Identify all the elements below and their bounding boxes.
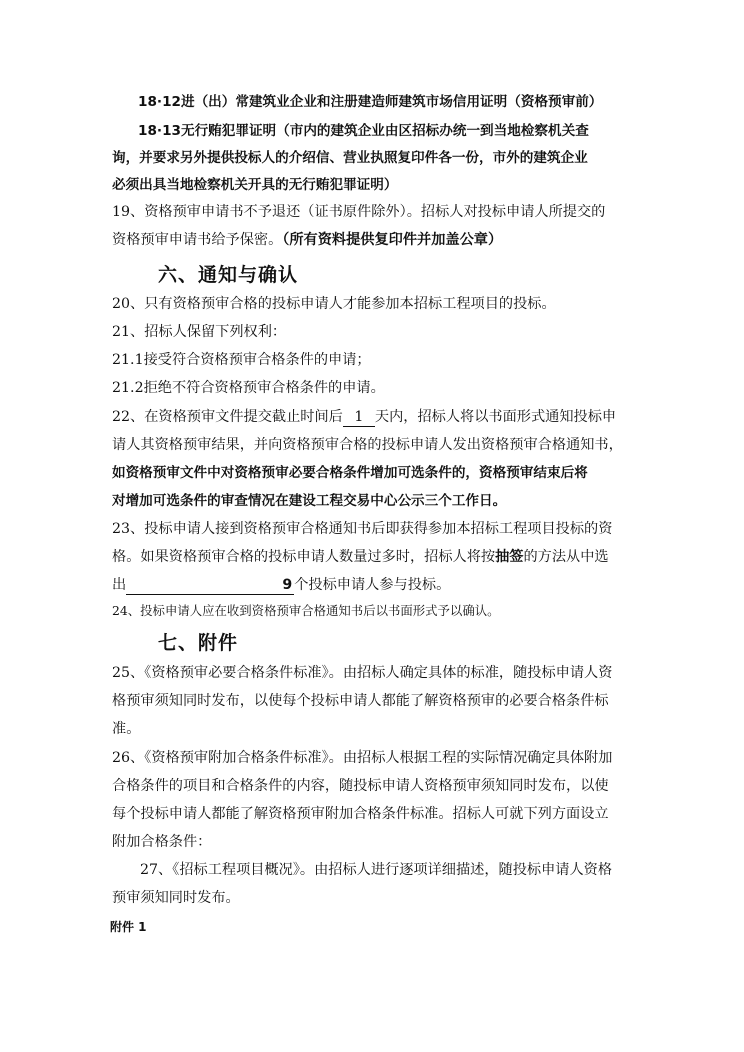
heading-attachments: 七、附件: [158, 632, 239, 654]
paragraph-19-bold-note: （所有资料提供复印件并加盖公章）: [282, 232, 503, 248]
paragraph-21-1: 21.1接受符合资格预审合格条件的申请；: [112, 352, 371, 368]
paragraph-22-line-2: 请人其资格预审结果，并向资格预审合格的投标申请人发出资格预审合格通知书，: [112, 437, 623, 453]
paragraph-25-line-1: 25、《资格预审必要合格条件标准》。由招标人确定具体的标准，随投标申请人资: [112, 665, 613, 681]
paragraph-27-line-1: 27、《招标工程项目概况》。由招标人进行逐项详细描述，随投标申请人资格: [140, 862, 613, 878]
paragraph-23-line-2: [112, 547, 609, 567]
paragraph-21: 21、招标人保留下列权利：: [112, 324, 287, 340]
paragraph-22-line-1: [112, 407, 616, 427]
paragraph-25-line-2: 格预审须知同时发布，以使每个投标申请人都能了解资格预审的必要合格条件标: [112, 693, 609, 709]
paragraph-26-line-2: 合格条件的项目和合格条件的内容，随投标申请人资格预审须知同时发布，以使: [112, 778, 609, 794]
paragraph-22-post: 天内，招标人将以书面形式通知投标申: [374, 409, 617, 425]
lottery-term: 抽签: [495, 549, 524, 565]
paragraph-26-line-4: 附加合格条件：: [112, 834, 212, 850]
paragraph-23-line-3-pre: 出: [112, 577, 127, 593]
paragraph-23-line-1: 23、投标申请人接到资格预审合格通知书后即获得参加本招标工程项目投标的资: [112, 521, 613, 537]
paragraph-20: 20、只有资格预审合格的投标申请人才能参加本招标工程项目的投标。: [112, 296, 556, 312]
paragraph-18-12: 18·12进（出）常建筑业企业和注册建造师建筑市场信用证明（资格预审前）: [138, 94, 603, 110]
paragraph-22-line-4: 对增加可选条件的审查情况在建设工程交易中心公示三个工作日。: [112, 493, 507, 509]
paragraph-21-2: 21.2拒绝不符合资格预审合格条件的申请。: [112, 380, 385, 396]
paragraph-22-line-3: 如资格预审文件中对资格预审必要合格条件增加可选条件的，资格预审结束后将: [112, 465, 588, 481]
paragraph-18-13-line-1: 18·13无行贿犯罪证明（市内的建筑企业由区招标办统一到当地检察机关查: [138, 123, 589, 139]
paragraph-19-line-1: 19、资格预审申请书不予退还（证书原件除外）。招标人对投标申请人所提交的: [112, 204, 606, 220]
paragraph-26-line-3: 每个投标申请人都能了解资格预审附加合格条件标准。招标人可就下列方面设立: [112, 806, 609, 822]
heading-notification-confirmation: 六、通知与确认: [158, 264, 299, 286]
annex-label: 附件 1: [110, 920, 147, 934]
paragraph-23-line-3-post: 个投标申请人参与投标。: [294, 577, 451, 593]
paragraph-24: 24、投标申请人应在收到资格预审合格通知书后以书面形式予以确认。: [112, 603, 500, 618]
paragraph-18-13-line-2: 询，并要求另外提供投标人的介绍信、营业执照复印件各一份，市外的建筑企业: [112, 150, 588, 166]
paragraph-23-post: 的方法从中选: [523, 549, 609, 565]
paragraph-23-pre: 格。如果资格预审合格的投标申请人数量过多时，招标人将按: [112, 549, 496, 565]
paragraph-23-line-3: [112, 575, 450, 595]
paragraph-22-pre: 22、在资格预审文件提交截止时间后: [112, 409, 343, 425]
count-blank: 9: [126, 577, 294, 595]
paragraph-19-line-2: [112, 230, 502, 250]
paragraph-19-normal: 资格预审申请书给予保密。: [112, 232, 283, 248]
paragraph-27-line-2: 预审须知同时发布。: [112, 890, 240, 906]
paragraph-25-line-3: 准。: [112, 721, 141, 737]
paragraph-18-13-line-3: 必须出具当地检察机关开具的无行贿犯罪证明）: [112, 177, 398, 193]
days-blank: 1: [343, 409, 375, 427]
paragraph-26-line-1: 26、《资格预审附加合格条件标准》。由招标人根据工程的实际情况确定具体附加: [112, 750, 613, 766]
